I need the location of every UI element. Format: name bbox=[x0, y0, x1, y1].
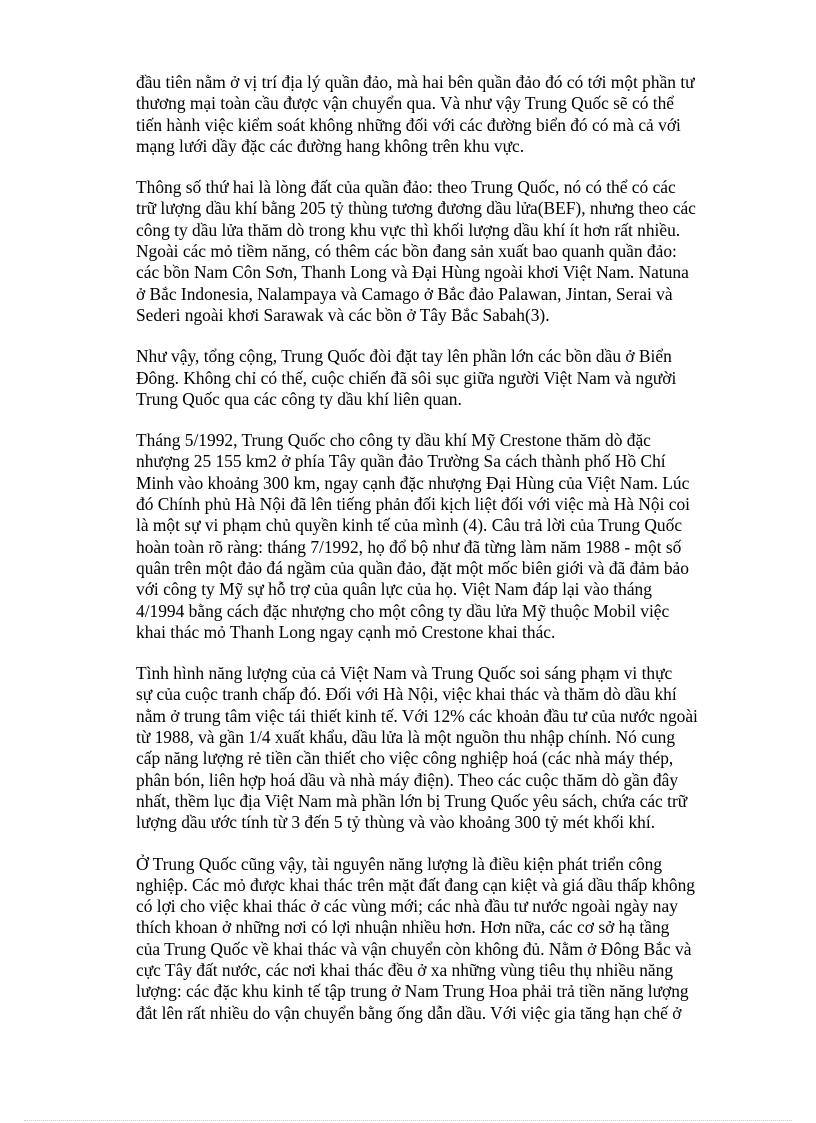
text-line: đắt lên rất nhiều do vận chuyển bằng ống dẫn dầu. Với việc gia tăng hạn chế ở bbox=[136, 1002, 682, 1023]
text-line: nằm ở trung tâm việc tái thiết kinh tế. Với 12% các khoản đầu tư của nước ngoài bbox=[136, 705, 698, 726]
text-line: có lợi cho việc khai thác ở các vùng mới; các nhà đầu tư nước ngoài ngày nay bbox=[136, 896, 678, 917]
text-line: nhất, thềm lục địa Việt Nam mà phần lớn bị Trung Quốc yêu sách, chứa các trữ bbox=[136, 790, 688, 811]
paragraph bbox=[136, 430, 756, 643]
paragraph bbox=[136, 177, 756, 326]
paragraph bbox=[136, 72, 756, 157]
text-line: lượng: các đặc khu kinh tế tập trung ở Nam Trung Hoa phải trả tiền năng lượng bbox=[136, 981, 689, 1002]
text-line: công ty dầu lửa thăm dò trong khu vực thì khối lượng dầu khí ít hơn rất nhiều. bbox=[136, 219, 681, 240]
paragraph bbox=[136, 854, 756, 1024]
text-line: thích khoan ở những nơi có lợi nhuận nhiều hơn. Hơn nữa, các cơ sở hạ tầng bbox=[136, 917, 670, 938]
text-line: trữ lượng dầu khí bằng 205 tỷ thùng tương đương dầu lửa(BEF), nhưng theo các bbox=[136, 198, 696, 219]
text-line: Trung Quốc qua các công ty dầu khí liên quan. bbox=[136, 388, 462, 409]
text-line: Ở Trung Quốc cũng vậy, tài nguyên năng lượng là điều kiện phát triển công bbox=[136, 853, 663, 874]
text-line: đó Chính phủ Hà Nội đã lên tiếng phản đối kịch liệt đối với việc mà Hà Nội coi bbox=[136, 494, 690, 515]
text-line: Tình hình năng lượng của cả Việt Nam và Trung Quốc soi sáng phạm vi thực bbox=[136, 663, 673, 684]
text-line: mạng lưới dầy đặc các đường hang không trên khu vực. bbox=[136, 135, 525, 156]
text-line: cấp năng lượng rẻ tiền cần thiết cho việc công nghiệp hoá (các nhà máy thép, bbox=[136, 748, 674, 769]
text-line: ở Bắc Indonesia, Nalampaya và Camago ở Bắc đảo Palawan, Jintan, Serai và bbox=[136, 283, 673, 304]
text-line: quân trên một đảo đá ngầm của quần đảo, đặt một mốc biên giới và đã đảm bảo bbox=[136, 557, 689, 578]
text-line: Thông số thứ hai là lòng đất của quần đảo: theo Trung Quốc, nó có thể có các bbox=[136, 177, 676, 198]
text-line: Như vậy, tổng cộng, Trung Quốc đòi đặt tay lên phần lớn các bồn dầu ở Biển bbox=[136, 346, 672, 367]
text-line: hoàn toàn rõ ràng: tháng 7/1992, họ đổ bộ như đã từng làm năm 1988 - một số bbox=[136, 536, 682, 557]
text-line: 4/1994 bằng cách đặc nhượng cho một công ty dầu lửa Mỹ thuộc Mobil việc bbox=[136, 600, 670, 621]
text-line: Tháng 5/1992, Trung Quốc cho công ty dầu khí Mỹ Crestone thăm dò đặc bbox=[136, 430, 651, 451]
text-line: các bồn Nam Côn Sơn, Thanh Long và Đại Hùng ngoài khơi Việt Nam. Natuna bbox=[136, 262, 689, 283]
paragraph bbox=[136, 663, 756, 833]
text-line: lượng dầu ước tính từ 3 đến 5 tỷ thùng và vào khoảng 300 tỷ mét khối khí. bbox=[136, 812, 656, 833]
text-line: Đông. Không chỉ có thế, cuộc chiến đã sôi sục giữa người Việt Nam và người bbox=[136, 367, 677, 388]
text-line: khai thác mỏ Thanh Long ngay cạnh mỏ Crestone khai thác. bbox=[136, 621, 556, 642]
text-line: từ 1988, và gần 1/4 xuất khẩu, dầu lửa là một nguồn thu nhập chính. Nó cung bbox=[136, 727, 676, 748]
text-line: Ngoài các mỏ tiềm năng, có thêm các bồn đang sản xuất bao quanh quần đảo: bbox=[136, 241, 677, 262]
text-line: thương mại toàn cầu được vận chuyển qua. Và như vậy Trung Quốc sẽ có thể bbox=[136, 93, 675, 114]
text-line: là một sự vi phạm chủ quyền kinh tế của mình (4). Câu trả lời của Trung Quốc bbox=[136, 515, 683, 536]
text-line: Minh vào khoảng 300 km, ngay cạnh đặc nhượng Đại Hùng của Việt Nam. Lúc bbox=[136, 472, 690, 493]
text-line: tiến hành việc kiểm soát không những đối với các đường biển đó có mà cả với bbox=[136, 114, 681, 135]
text-line: cực Tây đất nước, các nơi khai thác đều ở xa những vùng tiêu thụ nhiều năng bbox=[136, 959, 674, 980]
text-line: với công ty Mỹ sự hỗ trợ của quân lực của họ. Việt Nam đáp lại vào tháng bbox=[136, 579, 652, 600]
text-line: nhượng 25 155 km2 ở phía Tây quần đảo Trường Sa cách thành phố Hồ Chí bbox=[136, 451, 666, 472]
document-body bbox=[136, 72, 756, 1044]
text-line: Sederi ngoài khơi Sarawak và các bồn ở Tây Bắc Sabah(3). bbox=[136, 304, 550, 325]
page-bottom-divider bbox=[24, 1120, 792, 1121]
text-line: sự của cuộc tranh chấp đó. Đối với Hà Nội, việc khai thác và thăm dò dầu khí bbox=[136, 684, 677, 705]
text-line: của Trung Quốc về khai thác và vận chuyển còn không đủ. Nằm ở Đông Bắc và bbox=[136, 938, 692, 959]
paragraph bbox=[136, 346, 756, 410]
text-line: nghiệp. Các mỏ được khai thác trên mặt đất đang cạn kiệt và giá dầu thấp không bbox=[136, 874, 696, 895]
text-line: đầu tiên nằm ở vị trí địa lý quần đảo, mà hai bên quần đảo đó có tới một phần tư bbox=[136, 72, 695, 92]
text-line: phân bón, liên hợp hoá dầu và nhà máy điện). Theo các cuộc thăm dò gần đây bbox=[136, 769, 679, 790]
